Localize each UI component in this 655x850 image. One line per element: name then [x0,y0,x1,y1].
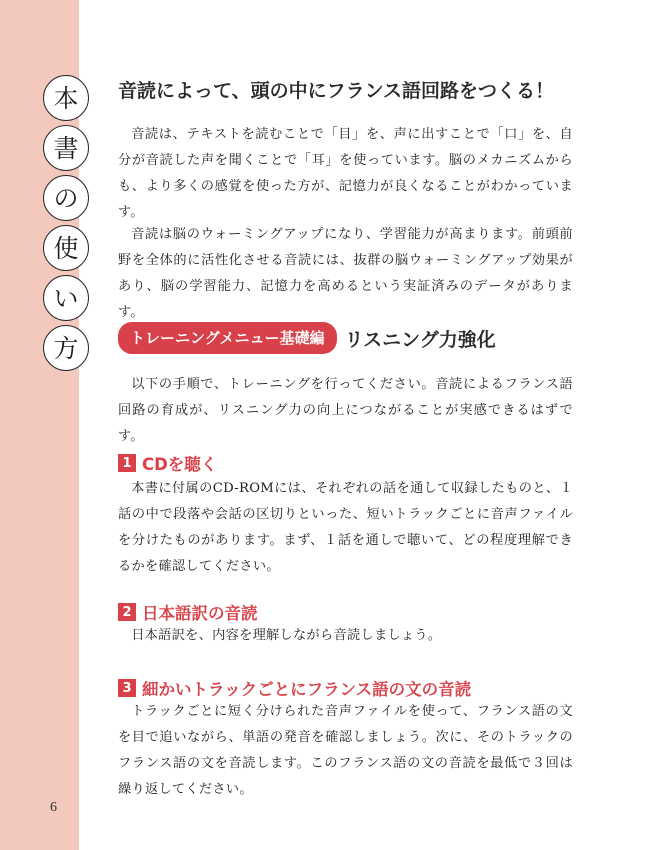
step-title: CDを聴く [142,455,218,474]
step-2-heading [118,600,258,624]
body-paragraph: 音読は、テキストを読むことで「目」を、声に出すことで「口」を、自分が音読した声を聞くことで「耳」を使っています。脳のメカニズムからも、より多くの感覚を使った方が、記憶力が良くなることがわかっています。 [118,127,573,220]
training-menu-header [118,322,496,354]
chapter-title [41,75,91,371]
step-title: 日本語訳の音読 [142,604,258,623]
step-title: 細かいトラックごとにフランス語の文の音読 [142,680,472,699]
title-char: 書 [43,125,89,171]
step-1-text: 本書に付属のCD-ROMには、それぞれの話を通して収録したものと、１話の中で段落や会話の区切りといった、短いトラックごとに音声ファイルを分けたものがあります。まず、１話を通しで聴いて、どの程度理解できるかを確認してください。 [118,481,573,574]
body-paragraph: 音読は脳のウォーミングアップになり、学習能力が高まります。前頭前野を全体的に活性化させる音読には、抜群の脳ウォーミングアップ効果があり、脳の学習能力、記憶力を高めるという実証済みのデータがあります。 [118,227,573,320]
step-number-badge: 2 [118,603,136,621]
step-3-heading [118,676,471,700]
step-2-text: 日本語訳を、内容を理解しながら音読しましょう。 [131,628,442,643]
title-char: 使 [43,225,89,271]
step-number-badge: 1 [118,454,136,472]
menu-label-badge: トレーニングメニュー基礎編 [118,322,337,354]
title-char: い [43,275,89,321]
title-char: 方 [43,325,89,371]
menu-subtitle: リスニング力強化 [344,328,496,351]
title-char: の [43,175,89,221]
section-heading: 音読によって、頭の中にフランス語回路をつくる！ [118,80,555,102]
step-1-heading [118,451,217,475]
intro-paragraph: 以下の手順で、トレーニングを行ってください。音読によるフランス語回路の育成が、リスニング力の向上につながることが実感できるはずです。 [118,377,573,444]
title-char: 本 [43,75,89,121]
step-3-text: トラックごとに短く分けられた音声ファイルを使って、フランス語の文を目で追いながら、単語の発音を確認しましょう。次に、そのトラックのフランス語の文を音読します。このフランス語の文の音読を最低で３回は繰り返してください。 [118,704,573,797]
page-number: 6 [50,800,57,815]
step-number-badge: 3 [118,679,136,697]
